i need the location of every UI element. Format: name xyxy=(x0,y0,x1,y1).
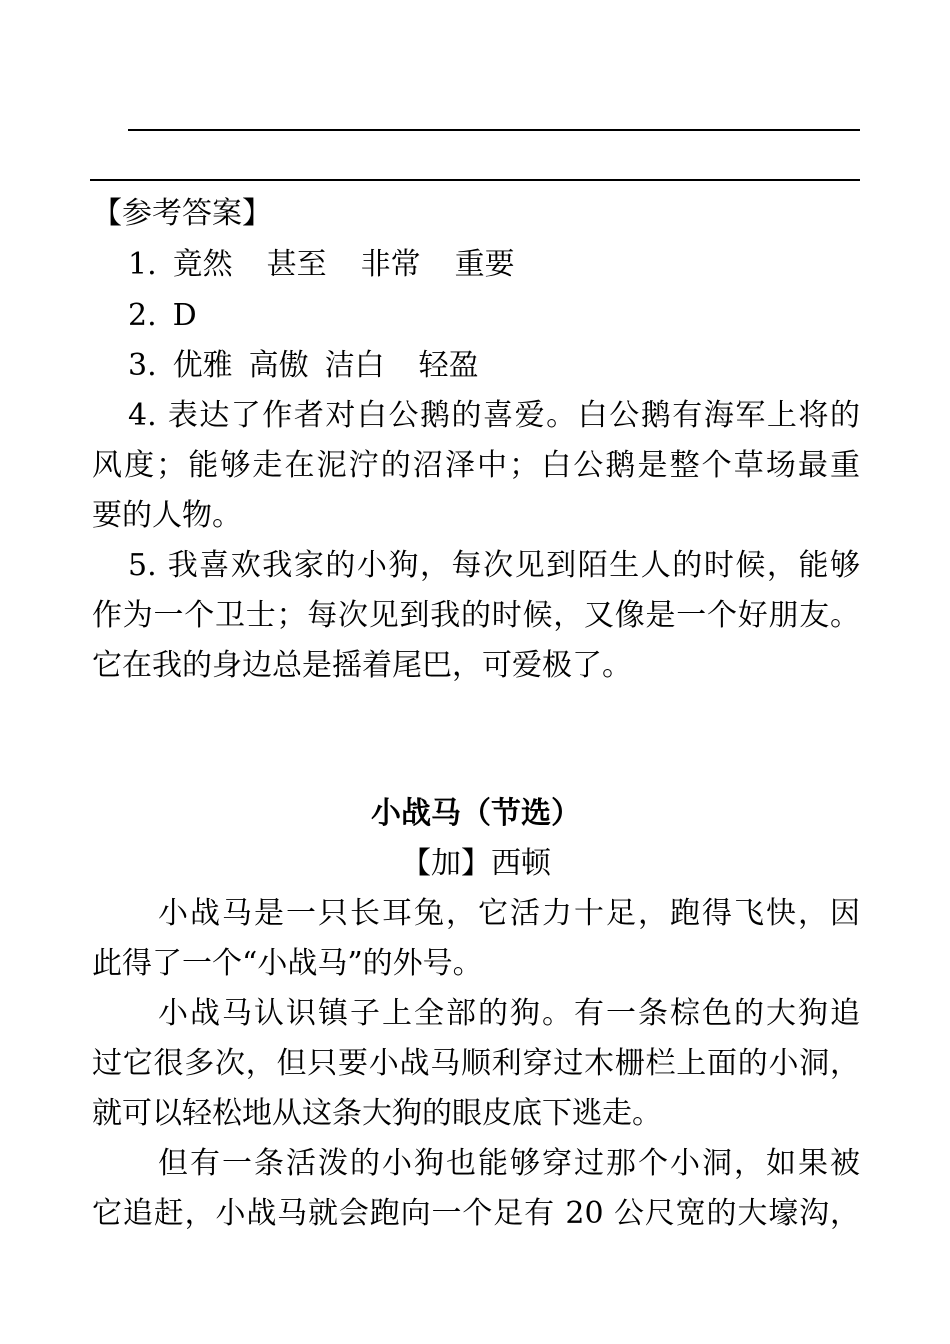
answer-heading: 【参考答案】 xyxy=(92,196,272,231)
paragraph-3-line-1: 但有一条活泼的小狗也能够穿过那个小洞，如果被 xyxy=(158,1146,860,1181)
paragraph-1-line-1: 小战马是一只长耳兔，它活力十足，跑得飞快，因 xyxy=(158,896,860,931)
answer-q4-line-3: 要的人物。 xyxy=(92,498,242,533)
paragraph-2-line-2: 过它很多次，但只要小战马顺利穿过木栅栏上面的小洞， xyxy=(92,1046,860,1081)
answer-q5-line-2: 作为一个卫士；每次见到我的时候，又像是一个好朋友。 xyxy=(92,598,860,633)
answer-q5-line-1: 5. 我喜欢我家的小狗，每次见到陌生人的时候，能够 xyxy=(128,548,860,583)
paragraph-2-line-3: 就可以轻松地从这条大狗的眼皮底下逃走。 xyxy=(92,1096,662,1131)
q2-number: 2. xyxy=(128,298,157,333)
answer-q1 xyxy=(128,247,515,283)
q3-number: 3. xyxy=(128,348,157,383)
q3-word-1: 优雅 xyxy=(172,348,233,383)
q1-word-3: 非常 xyxy=(360,247,421,282)
article-title: 小战马（节选） xyxy=(371,796,581,831)
bottom-answer-line xyxy=(90,179,860,181)
q2-answer: D xyxy=(172,298,197,333)
answer-q3 xyxy=(128,348,479,384)
article-author: 【加】西顿 xyxy=(401,846,551,881)
q3-word-3: 洁白 xyxy=(324,348,385,383)
paragraph-2-line-1: 小战马认识镇子上全部的狗。有一条棕色的大狗追 xyxy=(158,996,860,1031)
paragraph-1-line-2: 此得了一个“小战马”的外号。 xyxy=(92,946,483,981)
q1-number: 1. xyxy=(128,247,157,282)
q1-word-2: 甚至 xyxy=(266,247,327,282)
q1-word-1: 竟然 xyxy=(172,247,233,282)
q3-word-4: 轻盈 xyxy=(418,348,479,383)
q3-word-2: 高傲 xyxy=(248,348,309,383)
paragraph-3-line-2: 它追赶，小战马就会跑向一个足有 20 公尺宽的大壕沟， xyxy=(92,1196,860,1231)
q1-word-4: 重要 xyxy=(454,247,515,282)
answer-q5-line-3: 它在我的身边总是摇着尾巴，可爱极了。 xyxy=(92,648,632,683)
answer-q2 xyxy=(128,298,197,334)
top-answer-line xyxy=(128,129,860,131)
answer-q4-line-2: 风度；能够走在泥泞的沼泽中；白公鹅是整个草场最重 xyxy=(92,448,860,483)
answer-q4-line-1: 4. 表达了作者对白公鹅的喜爱。白公鹅有海军上将的 xyxy=(128,398,860,433)
